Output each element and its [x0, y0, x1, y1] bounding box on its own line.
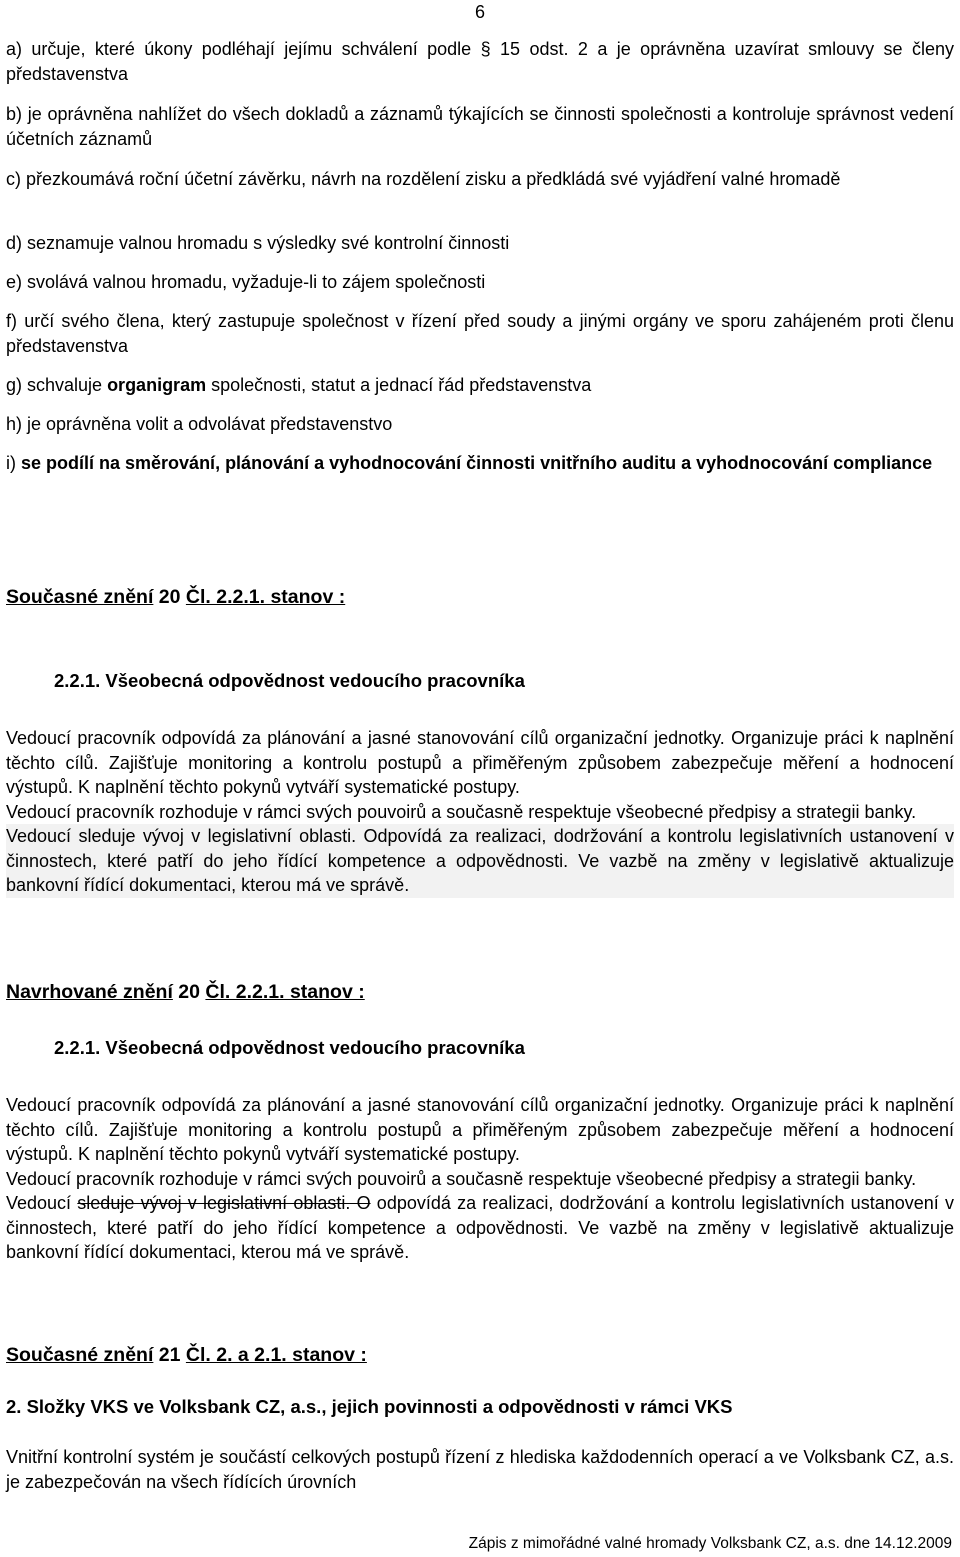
- section2-heading-post: Čl. 2.2.1. stanov :: [205, 981, 365, 1003]
- section2-body: [6, 1093, 954, 1265]
- list-item-c: c) přezkoumává roční účetní závěrku, návrh na rozdělení zisku a předkládá své vyjádření valné hromadě: [6, 169, 841, 189]
- section3-body: [6, 1445, 954, 1494]
- section1-heading-pre: Současné znění: [6, 586, 154, 608]
- list-item-i-bold: se podílí na směrování, plánování a vyhodnocování činnosti vnitřního auditu a vyhodnocování compliance: [21, 453, 933, 473]
- list-item-g-before: g) schvaluje: [6, 375, 108, 395]
- list-item-a: a) určuje, které úkony podléhají jejímu schválení podle § 15 odst. 2 a je oprávněna uzavírat smlouvy se členy představenstva: [6, 39, 954, 84]
- section1-para3: Vedoucí sleduje vývoj v legislativní oblasti. Odpovídá za realizaci, dodržování a kontrolu legislativních ustanovení v činnostech, které patří do jeho řídící kompetence a odpovědnosti. Ve vazbě na změny v legislativě aktualizuje bankovní řídící dokumentaci, kterou má ve správě.: [6, 824, 954, 898]
- section1-subheading: 2.2.1. Všeobecná odpovědnost vedoucího pracovníka: [54, 670, 525, 691]
- section3-heading-mid: 21: [153, 1344, 186, 1366]
- list-item-h: h) je oprávněna volit a odvolávat představenstvo: [6, 414, 393, 434]
- section2-para3-prefix: Vedoucí: [6, 1193, 78, 1213]
- page-number: 6: [474, 2, 485, 22]
- page-footer: Zápis z mimořádné valné hromady Volksbank CZ, a.s. dne 14.12.2009: [468, 1535, 952, 1552]
- section3-heading-post: Čl. 2. a 2.1. stanov :: [185, 1344, 367, 1366]
- list-item-g: [6, 373, 954, 398]
- list-item-i-prefix: i): [6, 453, 21, 473]
- section2-para1: Vedoucí pracovník odpovídá za plánování a jasné stanovování cílů organizační jednotky. Organizuje práci k naplnění těchto cílů. Zajišťuje monitoring a kontrolu postupů a přiměřeným způsobem zabezpečuje měření a hodnocení výstupů. K naplnění těchto pokynů vytváří systematické postupy.: [6, 1095, 954, 1164]
- section3-heading: [6, 1343, 367, 1368]
- list-item-b: b) je oprávněna nahlížet do všech dokladů a záznamů týkajících se činnosti společnosti a kontroluje správnost vedení účetních záznamů: [6, 104, 954, 149]
- section2-para3-struck: sleduje vývoj v legislativní oblasti. O: [77, 1193, 371, 1213]
- list-item-g-after: společnosti, statut a jednací řád představenstva: [206, 375, 592, 395]
- section2-para3-rest: odpovídá za realizaci, dodržování a kontrolu legislativních ustanovení v činnostech, které patří do jeho řídící kompetence a odpovědnosti. Ve vazbě na změny v legislativě aktualizuje bankovní řídící dokumentaci, kterou má ve správě.: [6, 1193, 954, 1262]
- section1-heading-mid: 20: [153, 586, 186, 608]
- section3-subheading: 2. Složky VKS ve Volksbank CZ, a.s., jejich povinnosti a odpovědnosti v rámci VKS: [6, 1396, 733, 1417]
- section1-heading: [6, 585, 345, 610]
- section2-para2: Vedoucí pracovník rozhoduje v rámci svých pouvoirů a současně respektuje všeobecné předpisy a strategii banky.: [6, 1168, 917, 1189]
- section2-heading-pre: Navrhované znění: [6, 981, 173, 1003]
- section1-heading-post: Čl. 2.2.1. stanov :: [185, 586, 346, 608]
- list-item-g-bold: organigram: [107, 375, 207, 395]
- list-item-d: d) seznamuje valnou hromadu s výsledky své kontrolní činnosti: [6, 233, 510, 253]
- section2-heading-mid: 20: [172, 981, 206, 1003]
- section2-para3: [6, 1191, 954, 1265]
- section2-heading: [6, 980, 365, 1005]
- section2-subheading: 2.2.1. Všeobecná odpovědnost vedoucího pracovníka: [54, 1037, 525, 1058]
- section3-para1: Vnitřní kontrolní systém je součástí celkových postupů řízení z hlediska každodenních operací a ve Volksbank CZ, a.s. je zabezpečován na všech řídících úrovních: [6, 1447, 954, 1492]
- list-item-i: [6, 451, 954, 476]
- section1-para2: Vedoucí pracovník rozhoduje v rámci svých pouvoirů a současně respektuje všeobecné předpisy a strategii banky.: [6, 801, 917, 822]
- list-item-e: e) svolává valnou hromadu, vyžaduje-li to zájem společnosti: [6, 272, 486, 292]
- section1-body: [6, 726, 954, 898]
- list-item-f: f) určí svého člena, který zastupuje společnost v řízení před soudy a jinými orgány ve sporu zahájeném proti členu představenstva: [6, 311, 954, 356]
- section3-heading-pre: Současné znění: [6, 1344, 154, 1366]
- section1-para1: Vedoucí pracovník odpovídá za plánování a jasné stanovování cílů organizační jednotky. Organizuje práci k naplnění těchto cílů. Zajišťuje monitoring a kontrolu postupů a přiměřeným způsobem zabezpečuje měření a hodnocení výstupů. K naplnění těchto pokynů vytváří systematické postupy.: [6, 728, 954, 797]
